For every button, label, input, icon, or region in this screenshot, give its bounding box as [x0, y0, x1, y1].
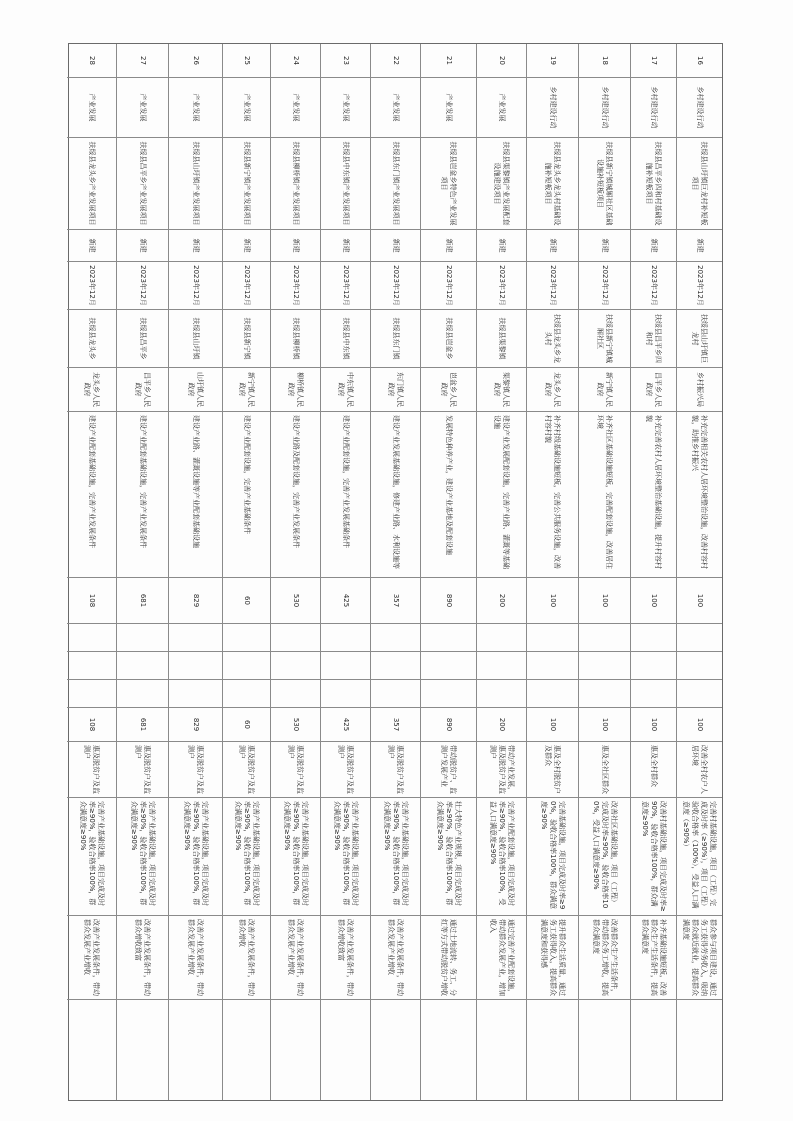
cell-note [579, 1000, 630, 1052]
cell-nature: 新建 [677, 230, 722, 262]
cell-f3 [579, 680, 630, 708]
cell-category: 产业发展 [271, 78, 320, 138]
cell-project: 扶绥县昌平乡四和村基础设施补短板项目 [631, 138, 676, 230]
cell-amount: 200 [477, 708, 526, 742]
cell-num: 28 [67, 44, 116, 78]
cell-content: 补充完善农村人居环境整治基础设施，提升村容村貌 [631, 412, 676, 578]
cell-goal: 完善产业基础设施，项目完成及时率≥90%，验收合格率100%，群众满意度≥90% [321, 798, 370, 916]
cell-scale: 60 [223, 578, 270, 624]
cell-scale: 890 [421, 578, 476, 624]
cell-mechanism: 改善产业发展条件，带动群众发展产业增收 [67, 916, 116, 1000]
cell-f1 [271, 624, 320, 652]
cell-benefit-pop: 惠及全村群众 [631, 742, 676, 798]
cell-category: 产业发展 [371, 78, 420, 138]
table-row [676, 44, 722, 1100]
cell-f2 [321, 652, 370, 680]
table-row [320, 44, 370, 1100]
table-row [526, 44, 578, 1100]
table-row [168, 44, 222, 1100]
cell-category: 乡村建设行动 [579, 78, 630, 138]
cell-f3 [223, 680, 270, 708]
cell-num: 17 [631, 44, 676, 78]
cell-mechanism: 改善产业发展条件，带动群众发展产业增收 [169, 916, 222, 1000]
cell-f3 [371, 680, 420, 708]
cell-f2 [117, 652, 168, 680]
table-row [630, 44, 676, 1100]
cell-category: 产业发展 [421, 78, 476, 138]
cell-num: 16 [677, 44, 722, 78]
cell-category: 产业发展 [477, 78, 526, 138]
cell-period: 2023年12月 [527, 262, 578, 310]
cell-location: 扶绥县昌平乡四和村 [631, 310, 676, 368]
cell-period: 2023年12月 [321, 262, 370, 310]
cell-amount: 829 [169, 708, 222, 742]
cell-f1 [677, 624, 722, 652]
cell-nature: 新建 [477, 230, 526, 262]
cell-location: 扶绥县中东镇 [321, 310, 370, 368]
cell-amount: 890 [421, 708, 476, 742]
cell-amount: 100 [527, 708, 578, 742]
cell-f1 [117, 624, 168, 652]
cell-benefit-pop: 带动产业发展，惠及脱贫户及监测户 [477, 742, 526, 798]
cell-benefit-pop: 惠及脱贫户及监测户 [271, 742, 320, 798]
cell-goal: 完善基础设施，项目完成及时率≥90%，验收合格率100%，群众满意度≥90% [527, 798, 578, 916]
cell-num: 26 [169, 44, 222, 78]
cell-note [677, 1000, 722, 1052]
cell-unit: 山圩镇人民政府 [169, 368, 222, 412]
cell-scale: 425 [321, 578, 370, 624]
cell-project: 扶绥县昌平乡产业发展项目 [117, 138, 168, 230]
cell-mechanism: 通过土地流转、务工、分红等方式带动脱贫户增收 [421, 916, 476, 1000]
cell-f3 [677, 680, 722, 708]
cell-nature: 新建 [371, 230, 420, 262]
cell-unit: 渠黎镇人民政府 [477, 368, 526, 412]
cell-f2 [527, 652, 578, 680]
cell-project: 扶绥县新宁镇城厢社区基础设施补短板项目 [579, 138, 630, 230]
cell-f3 [169, 680, 222, 708]
cell-location: 扶绥县岜盆乡 [421, 310, 476, 368]
cell-mechanism: 改善产业发展条件，带动群众增收致富 [117, 916, 168, 1000]
cell-note [223, 1000, 270, 1052]
cell-nature: 新建 [421, 230, 476, 262]
cell-period: 2023年12月 [631, 262, 676, 310]
cell-goal: 完善村基础设施，项目（工程）完成及时率（≥90%），项目（工程）验收合格率（100%），受益人口满意度（≥90%） [677, 798, 722, 916]
cell-scale: 108 [67, 578, 116, 624]
cell-f2 [677, 652, 722, 680]
cell-f2 [169, 652, 222, 680]
cell-mechanism: 改善产业发展条件，带动群众发展产业增收 [371, 916, 420, 1000]
cell-goal: 完善产业基础设施，项目完成及时率≥90%，验收合格率100%，群众满意度≥90% [169, 798, 222, 916]
cell-period: 2023年12月 [169, 262, 222, 310]
cell-period: 2023年12月 [421, 262, 476, 310]
cell-project: 扶绥县中东镇产业发展项目 [321, 138, 370, 230]
cell-content: 发展特色种养产业，建设产业基地及配套设施 [421, 412, 476, 578]
cell-goal: 完善产业基础设施，项目完成及时率≥90%，验收合格率100%，群众满意度≥90% [371, 798, 420, 916]
cell-scale: 681 [117, 578, 168, 624]
cell-benefit-pop: 惠及脱贫户及监测户 [371, 742, 420, 798]
cell-note [371, 1000, 420, 1052]
cell-nature: 新建 [223, 230, 270, 262]
cell-benefit-pop: 惠及脱贫户及监测户 [169, 742, 222, 798]
cell-content: 建设产业配套基础设施，完善产业发展条件 [117, 412, 168, 578]
cell-num: 25 [223, 44, 270, 78]
cell-amount: 425 [321, 708, 370, 742]
cell-project: 扶绥县岜盆乡特色产业发展项目 [421, 138, 476, 230]
table-row [270, 44, 320, 1100]
cell-goal: 改善村基础设施，项目完成及时率≥90%，验收合格率100%，群众满意度≥90% [631, 798, 676, 916]
cell-f3 [117, 680, 168, 708]
cell-mechanism: 改善产业发展条件，带动群众增收致富 [321, 916, 370, 1000]
cell-mechanism: 群众参与项目建设，通过务工获得劳务收入，吸纳群众就近就业，提高群众满意度 [677, 916, 722, 1000]
cell-project: 扶绥县山圩镇产业发展项目 [169, 138, 222, 230]
cell-num: 22 [371, 44, 420, 78]
cell-category: 乡村建设行动 [631, 78, 676, 138]
cell-unit: 柳桥镇人民政府 [271, 368, 320, 412]
cell-content: 建设产业路、灌溉设施等产业配套基础设施 [169, 412, 222, 578]
cell-goal: 完善产业基础设施，项目完成及时率≥90%，验收合格率100%，群众满意度≥90% [223, 798, 270, 916]
cell-period: 2023年12月 [223, 262, 270, 310]
cell-goal: 完善产业基础设施，项目完成及时率≥90%，验收合格率100%，群众满意度≥90% [271, 798, 320, 916]
cell-category: 乡村建设行动 [677, 78, 722, 138]
cell-category: 产业发展 [223, 78, 270, 138]
cell-period: 2023年12月 [477, 262, 526, 310]
cell-f2 [223, 652, 270, 680]
cell-f1 [321, 624, 370, 652]
cell-note [321, 1000, 370, 1052]
cell-num: 27 [117, 44, 168, 78]
cell-f2 [631, 652, 676, 680]
cell-goal: 完善产业基础设施，项目完成及时率≥90%，验收合格率100%，群众满意度≥90% [117, 798, 168, 916]
cell-nature: 新建 [117, 230, 168, 262]
cell-category: 产业发展 [117, 78, 168, 138]
cell-location: 扶绥县龙头乡 [67, 310, 116, 368]
cell-benefit-pop: 惠及全社区群众 [579, 742, 630, 798]
cell-amount: 681 [117, 708, 168, 742]
cell-f1 [67, 624, 116, 652]
cell-f3 [631, 680, 676, 708]
cell-f3 [321, 680, 370, 708]
cell-goal: 完善产业配套设施，项目完成及时率≥90%，验收合格率100%，受益人口满意度≥90% [477, 798, 526, 916]
cell-period: 2023年12月 [371, 262, 420, 310]
cell-goal: 改善社区基础设施，项目（工程）完成及时率≥90%，验收合格率100%，受益人口满意度≥90% [579, 798, 630, 916]
cell-project: 扶绥县龙头乡产业发展项目 [67, 138, 116, 230]
cell-benefit-pop: 惠及脱贫户及监测户 [223, 742, 270, 798]
cell-period: 2023年12月 [117, 262, 168, 310]
table-row [370, 44, 420, 1100]
cell-content: 建设产业配套设施，完善产业基础条件 [223, 412, 270, 578]
cell-content: 建设产业配套设施，完善产业发展基础条件 [321, 412, 370, 578]
cell-location: 扶绥县新宁镇 [223, 310, 270, 368]
cell-note [421, 1000, 476, 1052]
cell-unit: 昌平乡人民政府 [631, 368, 676, 412]
cell-mechanism: 改善产业发展条件，带动群众增收 [223, 916, 270, 1000]
cell-f1 [631, 624, 676, 652]
cell-scale: 100 [579, 578, 630, 624]
cell-project: 扶绥县山圩镇巨龙村补短板项目 [677, 138, 722, 230]
cell-f2 [371, 652, 420, 680]
cell-project: 扶绥县东门镇产业发展项目 [371, 138, 420, 230]
cell-unit: 中东镇人民政府 [321, 368, 370, 412]
cell-content: 建设产业路及配套设施，完善产业发展条件 [271, 412, 320, 578]
cell-project: 扶绥县新宁镇产业发展项目 [223, 138, 270, 230]
cell-num: 24 [271, 44, 320, 78]
cell-f1 [477, 624, 526, 652]
cell-amount: 100 [631, 708, 676, 742]
cell-location: 扶绥县昌平乡 [117, 310, 168, 368]
cell-amount: 100 [579, 708, 630, 742]
cell-content: 建设产业配套基础设施，完善产业发展条件 [67, 412, 116, 578]
cell-content: 补齐社区基础设施短板，完善配套设施，改善居住环境 [579, 412, 630, 578]
cell-f1 [527, 624, 578, 652]
cell-location: 扶绥县柳桥镇 [271, 310, 320, 368]
cell-location: 扶绥县东门镇 [371, 310, 420, 368]
cell-scale: 530 [271, 578, 320, 624]
cell-mechanism: 通过完善产业配套设施，带动群众发展产业，增加收入 [477, 916, 526, 1000]
cell-f1 [579, 624, 630, 652]
cell-benefit-pop: 惠及脱贫户及监测户 [67, 742, 116, 798]
cell-num: 18 [579, 44, 630, 78]
cell-amount: 108 [67, 708, 116, 742]
cell-amount: 100 [677, 708, 722, 742]
cell-mechanism: 改善群众生产生活条件，带动群众务工增收，提高群众满意度 [579, 916, 630, 1000]
table-row [222, 44, 270, 1100]
cell-period: 2023年12月 [67, 262, 116, 310]
cell-unit: 新宁镇人民政府 [579, 368, 630, 412]
cell-f1 [169, 624, 222, 652]
cell-benefit-pop: 惠及脱贫户及监测户 [117, 742, 168, 798]
cell-mechanism: 提升群众生活质量，通过务工获得收入，提高群众满意度和获得感 [527, 916, 578, 1000]
cell-location: 扶绥县新宁镇城厢社区 [579, 310, 630, 368]
cell-location: 扶绥县龙头乡龙头村 [527, 310, 578, 368]
cell-note [117, 1000, 168, 1052]
cell-scale: 100 [677, 578, 722, 624]
cell-note [631, 1000, 676, 1052]
cell-unit: 新宁镇人民政府 [223, 368, 270, 412]
cell-period: 2023年12月 [271, 262, 320, 310]
cell-period: 2023年12月 [677, 262, 722, 310]
cell-project: 扶绥县渠黎镇产业发展配套设施建设项目 [477, 138, 526, 230]
cell-benefit-pop: 带动脱贫户、监测户发展产业 [421, 742, 476, 798]
cell-mechanism: 补齐基础设施短板，改善群众生产生活条件，提高群众满意度 [631, 916, 676, 1000]
cell-note [527, 1000, 578, 1052]
cell-num: 20 [477, 44, 526, 78]
cell-scale: 100 [527, 578, 578, 624]
cell-content: 建设产业发展配套设施，完善产业路、灌溉等基础设施 [477, 412, 526, 578]
cell-note [271, 1000, 320, 1052]
cell-content: 建设产业发展基础设施，修建产业路、水利设施等 [371, 412, 420, 578]
cell-location: 扶绥县山圩镇 [169, 310, 222, 368]
cell-nature: 新建 [579, 230, 630, 262]
cell-f3 [477, 680, 526, 708]
cell-amount: 357 [371, 708, 420, 742]
cell-goal: 壮大特色产业规模，项目完成及时率≥90%，验收合格率100%，群众满意度≥90% [421, 798, 476, 916]
cell-category: 乡村建设行动 [527, 78, 578, 138]
cell-num: 23 [321, 44, 370, 78]
cell-mechanism: 改善产业发展条件，带动群众发展产业增收 [271, 916, 320, 1000]
cell-scale: 100 [631, 578, 676, 624]
cell-content: 补充完善相关农村人居环境整治设施，改善村容村貌，助推乡村振兴 [677, 412, 722, 578]
cell-project: 扶绥县柳桥镇产业发展项目 [271, 138, 320, 230]
cell-nature: 新建 [169, 230, 222, 262]
cell-f2 [271, 652, 320, 680]
cell-project: 扶绥县龙头乡龙头村基础设施补短板项目 [527, 138, 578, 230]
cell-f1 [371, 624, 420, 652]
cell-f2 [421, 652, 476, 680]
cell-f3 [67, 680, 116, 708]
table-row [420, 44, 476, 1100]
cell-amount: 60 [223, 708, 270, 742]
cell-f2 [477, 652, 526, 680]
cell-unit: 昌平乡人民政府 [117, 368, 168, 412]
cell-category: 产业发展 [169, 78, 222, 138]
cell-f3 [527, 680, 578, 708]
cell-scale: 829 [169, 578, 222, 624]
cell-content: 补齐村级基础设施短板，完善公共服务设施，改善村容村貌 [527, 412, 578, 578]
cell-num: 21 [421, 44, 476, 78]
cell-unit: 乡村振兴局 [677, 368, 722, 412]
cell-scale: 200 [477, 578, 526, 624]
cell-benefit-pop: 惠及脱贫户及监测户 [321, 742, 370, 798]
cell-category: 产业发展 [321, 78, 370, 138]
cell-f2 [579, 652, 630, 680]
table-row [116, 44, 168, 1100]
cell-benefit-pop: 惠及全村脱贫户及群众 [527, 742, 578, 798]
cell-nature: 新建 [67, 230, 116, 262]
table-row [67, 44, 116, 1100]
cell-scale: 357 [371, 578, 420, 624]
cell-unit: 龙头乡人民政府 [527, 368, 578, 412]
cell-f1 [421, 624, 476, 652]
cell-f3 [271, 680, 320, 708]
cell-note [477, 1000, 526, 1052]
cell-benefit-pop: 改善全村农户人居环境 [677, 742, 722, 798]
table-row [578, 44, 630, 1100]
cell-f1 [223, 624, 270, 652]
cell-location: 扶绥县山圩镇巨龙村 [677, 310, 722, 368]
cell-period: 2023年12月 [579, 262, 630, 310]
cell-unit: 龙头乡人民政府 [67, 368, 116, 412]
cell-unit: 岜盆乡人民政府 [421, 368, 476, 412]
cell-goal: 完善产业基础设施，项目完成及时率≥90%，验收合格率100%，群众满意度≥90% [67, 798, 116, 916]
cell-note [169, 1000, 222, 1052]
cell-nature: 新建 [631, 230, 676, 262]
cell-note [67, 1000, 116, 1052]
cell-f2 [67, 652, 116, 680]
cell-location: 扶绥县渠黎镇 [477, 310, 526, 368]
cell-f3 [421, 680, 476, 708]
cell-num: 19 [527, 44, 578, 78]
table-row [476, 44, 526, 1100]
cell-nature: 新建 [527, 230, 578, 262]
cell-unit: 东门镇人民政府 [371, 368, 420, 412]
project-table [68, 43, 723, 1101]
cell-category: 产业发展 [67, 78, 116, 138]
cell-nature: 新建 [321, 230, 370, 262]
cell-amount: 530 [271, 708, 320, 742]
cell-nature: 新建 [271, 230, 320, 262]
table-wrapper [68, 43, 723, 1101]
